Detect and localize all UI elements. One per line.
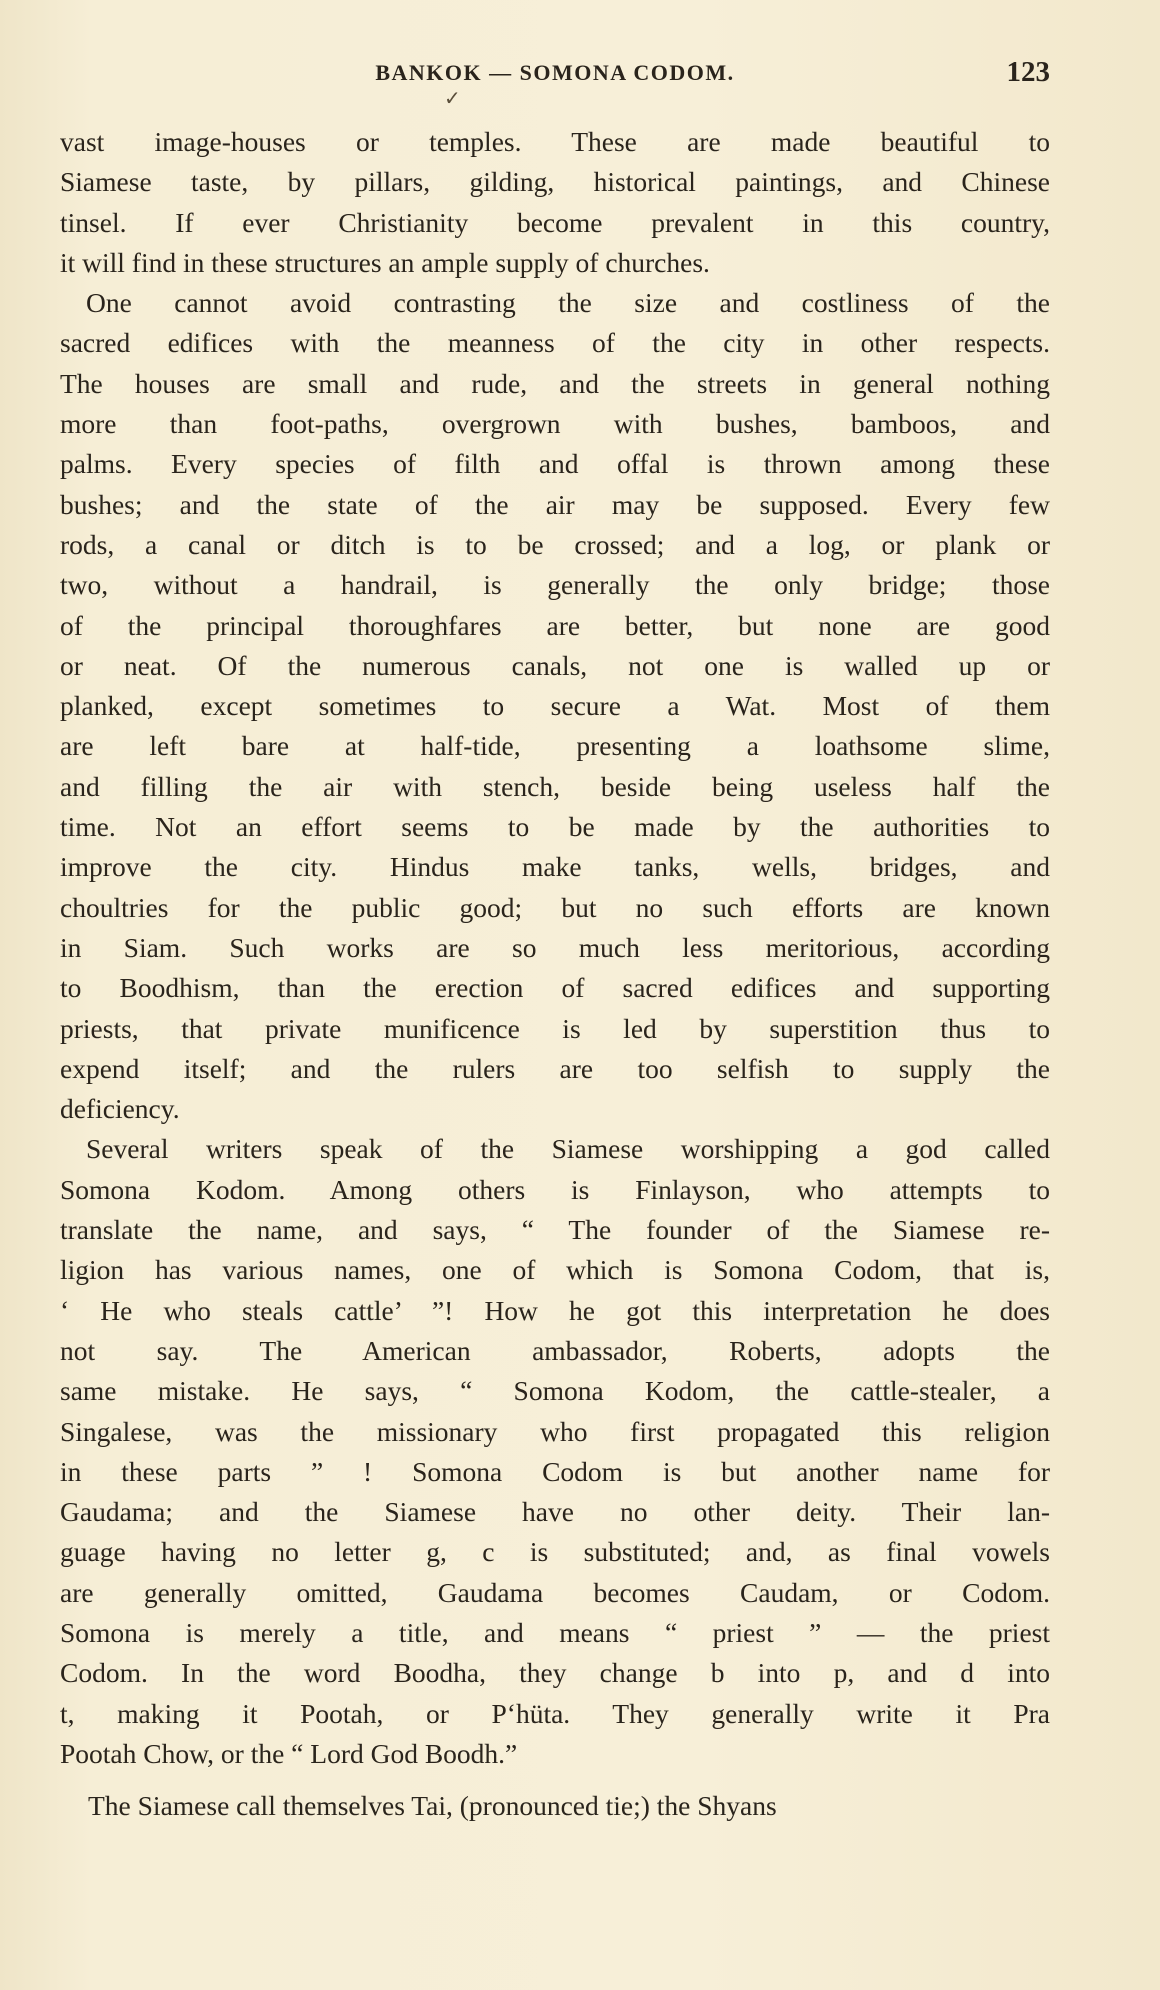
- page-number: 123: [1006, 56, 1050, 88]
- text-line: planked, except sometimes to secure a Wat. Most of them: [60, 690, 1050, 722]
- text-line: t, making it Pootah, or P‘hüta. They generally write it Pra: [60, 1697, 1050, 1729]
- pencil-mark-icon: ✓: [444, 88, 461, 110]
- text-line: in these parts ” ! Somona Codom is but another name for: [60, 1455, 1050, 1487]
- text-line: Pootah Chow, or the “ Lord God Boodh.”: [60, 1737, 518, 1769]
- text-line: Siamese taste, by pillars, gilding, historical paintings, and Chinese: [60, 166, 1050, 198]
- text-line: of the principal thoroughfares are better, but none are good: [60, 609, 1050, 641]
- text-line: rods, a canal or ditch is to be crossed; and a log, or plank or: [60, 528, 1050, 560]
- text-line: or neat. Of the numerous canals, not one is walled up or: [60, 649, 1050, 681]
- text-line: sacred edifices with the meanness of the city in other respects.: [60, 327, 1050, 359]
- text-line: Somona is merely a title, and means “ priest ” — the priest: [60, 1616, 1050, 1648]
- text-line: more than foot-paths, overgrown with bushes, bamboos, and: [60, 408, 1050, 440]
- text-line: bushes; and the state of the air may be supposed. Every few: [60, 488, 1050, 520]
- text-line: priests, that private munificence is led by superstition thus to: [60, 1012, 1050, 1044]
- running-head: [60, 56, 1050, 110]
- text-line: are left bare at half-tide, presenting a loathsome slime,: [60, 730, 1050, 762]
- body-text: [60, 122, 1050, 1774]
- text-line: two, without a handrail, is generally the only bridge; those: [60, 569, 1050, 601]
- text-line: ‘ He who steals cattle’ ”! How he got this interpretation he does: [60, 1294, 1050, 1326]
- text-line: ligion has various names, one of which is Somona Codom, that is,: [60, 1254, 1050, 1286]
- text-line: Several writers speak of the Siamese worshipping a god called: [86, 1133, 1050, 1165]
- text-line: The houses are small and rude, and the streets in general nothing: [60, 367, 1050, 399]
- text-line: Somona Kodom. Among others is Finlayson, who attempts to: [60, 1173, 1050, 1205]
- text-line: same mistake. He says, “ Somona Kodom, the cattle-stealer, a: [60, 1375, 1050, 1407]
- text-line: in Siam. Such works are so much less meritorious, according: [60, 931, 1050, 963]
- text-line: and filling the air with stench, beside being useless half the: [60, 770, 1050, 802]
- text-line: Gaudama; and the Siamese have no other deity. Their lan-: [60, 1496, 1050, 1528]
- text-line: not say. The American ambassador, Roberts, adopts the: [60, 1334, 1050, 1366]
- text-line: palms. Every species of filth and offal is thrown among these: [60, 448, 1050, 480]
- text-line: guage having no letter g, c is substituted; and, as final vowels: [60, 1536, 1050, 1568]
- text-line: tinsel. If ever Christianity become prevalent in this country,: [60, 206, 1050, 238]
- text-line: to Boodhism, than the erection of sacred edifices and supporting: [60, 972, 1050, 1004]
- running-title: BANKOK — SOMONA CODOM.: [375, 60, 735, 85]
- text-line: Singalese, was the missionary who first propagated this religion: [60, 1415, 1050, 1447]
- text-line: it will find in these structures an ample supply of churches.: [60, 246, 710, 278]
- text-line: translate the name, and says, “ The founder of the Siamese re-: [60, 1214, 1050, 1246]
- text-line: Codom. In the word Boodha, they change b into p, and d into: [60, 1657, 1050, 1689]
- text-line: vast image-houses or temples. These are made beautiful to: [60, 126, 1050, 157]
- text-line: are generally omitted, Gaudama becomes Caudam, or Codom.: [60, 1576, 1050, 1608]
- text-line: time. Not an effort seems to be made by the authorities to: [60, 811, 1050, 843]
- text-line: improve the city. Hindus make tanks, wells, bridges, and: [60, 851, 1050, 883]
- final-line: The Siamese call themselves Tai, (pronounced tie;) the Shyans: [88, 1790, 777, 1821]
- text-line: One cannot avoid contrasting the size and costliness of the: [86, 287, 1050, 319]
- text-line: deficiency.: [60, 1093, 180, 1125]
- text-line: choultries for the public good; but no such efforts are known: [60, 891, 1050, 923]
- text-line: expend itself; and the rulers are too selfish to supply the: [60, 1052, 1050, 1084]
